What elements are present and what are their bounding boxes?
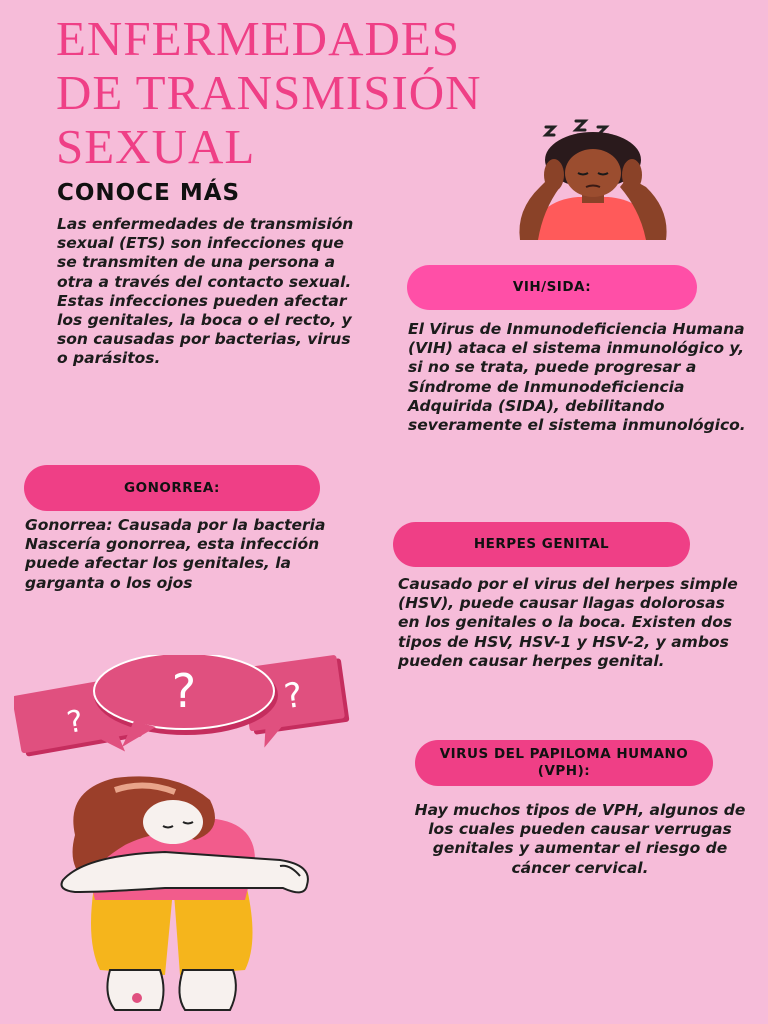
section-subtitle: CONOCE MÁS (57, 180, 241, 206)
vih-sida-text: El Virus de Inmunodeficiencia Humana (VIH) ataca el sistema inmunológico y, si no se trata, puede progresar a Síndrome de Inmunodeficiencia Adquirida (SIDA), debilitando severamente el sistema inmunológico. (408, 320, 746, 435)
title-line-3: SEXUAL (56, 119, 256, 174)
vih-sida-label: VIH/SIDA: (407, 265, 697, 310)
question-bubbles-illustration (14, 655, 350, 765)
question-mark-left: ? (64, 703, 87, 741)
gonorrea-text: Gonorrea: Causada por la bacteria Nascería gonorrea, esta infección puede afectar los genitales, la garganta o los ojos (25, 516, 326, 592)
stressed-woman-illustration (498, 115, 678, 250)
sad-girl-illustration (55, 770, 320, 1020)
gonorrea-label: GONORREA: (24, 465, 320, 511)
intro-paragraph: Las enfermedades de transmisión sexual (ETS) son infecciones que se transmiten de una persona a otra a través del contacto sexual. Estas infecciones pueden afectar los genitales, la boca o el recto, y son causadas por bacterias, virus o parásitos. (57, 215, 354, 368)
herpes-genital-label: HERPES GENITAL (393, 522, 690, 567)
herpes-genital-text: Causado por el virus del herpes simple (HSV), puede causar llagas dolorosas en los genitales o la boca. Existen dos tipos de HSV, HSV-1 y HSV-2, y ambos pueden causar herpes genital. (398, 575, 738, 670)
vph-text: Hay muchos tipos de VPH, algunos de los cuales pueden causar verrugas genitales y aumentar el riesgo de cáncer cervical. (414, 801, 746, 877)
title-line-1: ENFERMEDADES (56, 11, 461, 66)
question-mark-right: ? (281, 674, 306, 718)
vph-label: VIRUS DEL PAPILOMA HUMANO (VPH): (415, 740, 713, 786)
question-mark-center: ? (171, 664, 197, 718)
title-line-2: DE TRANSMISIÓN (56, 65, 482, 120)
